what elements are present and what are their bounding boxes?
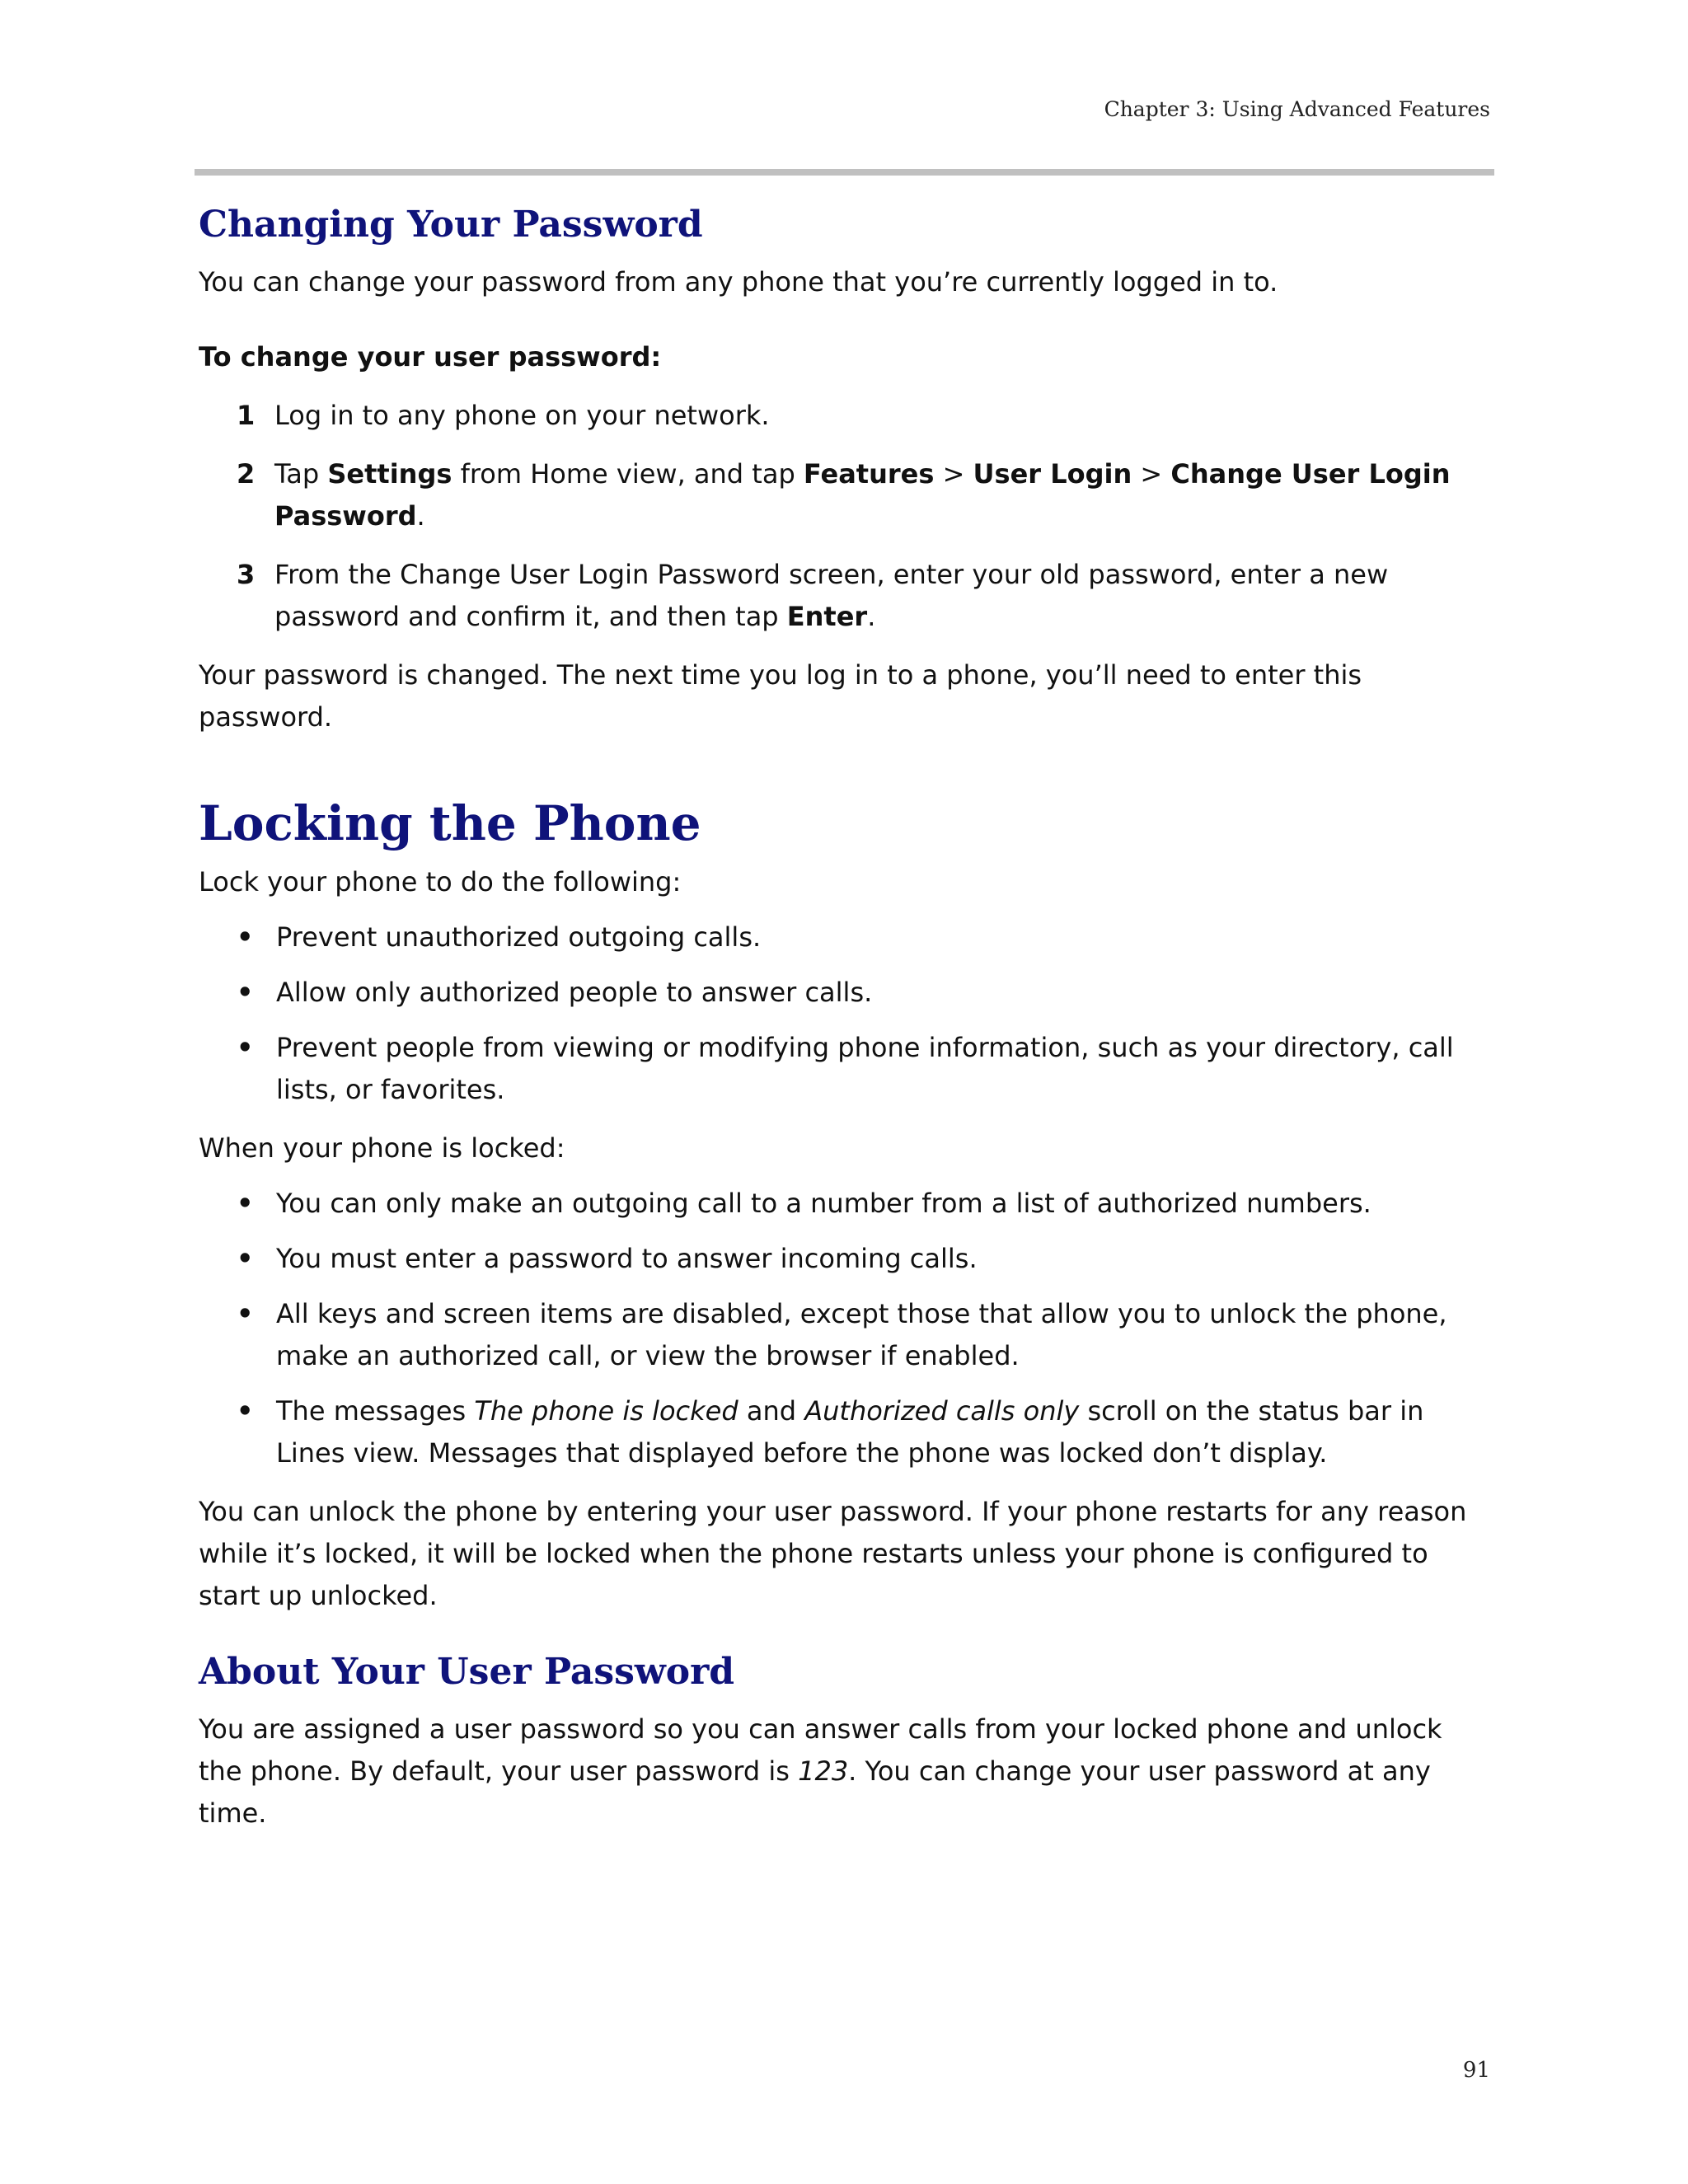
step-text: Tap Settings from Home view, and tap Features > User Login > Change User Login Password.	[274, 458, 1451, 532]
list-item: • Prevent unauthorized outgoing calls.	[199, 916, 1484, 958]
list-item: • The messages The phone is locked and Authorized calls only scroll on the status bar in Lines view. Messages that displayed before the phone was locked don’t display.	[199, 1390, 1484, 1474]
list-item	[199, 554, 1484, 638]
step-number: 3	[237, 559, 256, 590]
list-item: • All keys and screen items are disabled, except those that allow you to unlock the phone, make an authorized call, or view the browser if enabled.	[199, 1293, 1484, 1377]
locking-intro: Lock your phone to do the following:	[199, 866, 682, 898]
step-number: 1	[237, 400, 256, 431]
heading-about-password: About Your User Password	[199, 1651, 735, 1693]
step-text: From the Change User Login Password screen, enter your old password, enter a new password and confirm it, and then tap Enter.	[274, 559, 1389, 632]
bullet-icon: •	[237, 1395, 254, 1427]
list-item: • Prevent people from viewing or modifying phone information, such as your directory, call lists, or favorites.	[199, 1027, 1484, 1111]
list-item: • Allow only authorized people to answer calls.	[199, 972, 1484, 1014]
heading-locking-phone: Locking the Phone	[199, 795, 701, 851]
step-text: Log in to any phone on your network.	[274, 400, 770, 431]
steps-list	[199, 395, 1484, 638]
intro-paragraph: You can change your password from any phone that you’re currently logged in to.	[199, 266, 1278, 298]
running-header: Chapter 3: Using Advanced Features	[1104, 97, 1490, 121]
list-item: • You must enter a password to answer incoming calls.	[199, 1238, 1484, 1280]
lock-purpose-list	[199, 916, 1484, 1111]
list-item: • You can only make an outgoing call to a number from a list of authorized numbers.	[199, 1183, 1484, 1225]
list-item	[199, 395, 1484, 437]
bullet-icon: •	[237, 1032, 254, 1063]
list-item	[199, 453, 1484, 537]
bullet-icon: •	[237, 921, 254, 953]
heading-changing-password: Changing Your Password	[199, 204, 703, 246]
unlock-paragraph: You can unlock the phone by entering your user password. If your phone restarts for any reason while it’s locked, it will be locked when the phone restarts unless your phone is configured to start up unlocked.	[199, 1496, 1467, 1611]
page-content	[199, 194, 1484, 1835]
step-number: 2	[237, 458, 256, 490]
locked-behavior-list	[199, 1183, 1484, 1474]
bullet-icon: •	[237, 1298, 254, 1329]
about-password-paragraph: You are assigned a user password so you can answer calls from your locked phone and unlock the phone. By default, your user password is 123. You can change your user password at any time.	[199, 1713, 1442, 1829]
bullet-icon: •	[237, 1188, 254, 1219]
page-number: 91	[1462, 2058, 1490, 2083]
procedure-title: To change your user password:	[199, 341, 662, 373]
bullet-icon: •	[237, 1243, 254, 1274]
bullet-icon: •	[237, 977, 254, 1008]
result-paragraph: Your password is changed. The next time you log in to a phone, you’ll need to enter this password.	[199, 659, 1362, 733]
when-locked-paragraph: When your phone is locked:	[199, 1132, 565, 1164]
header-rule	[195, 169, 1494, 176]
